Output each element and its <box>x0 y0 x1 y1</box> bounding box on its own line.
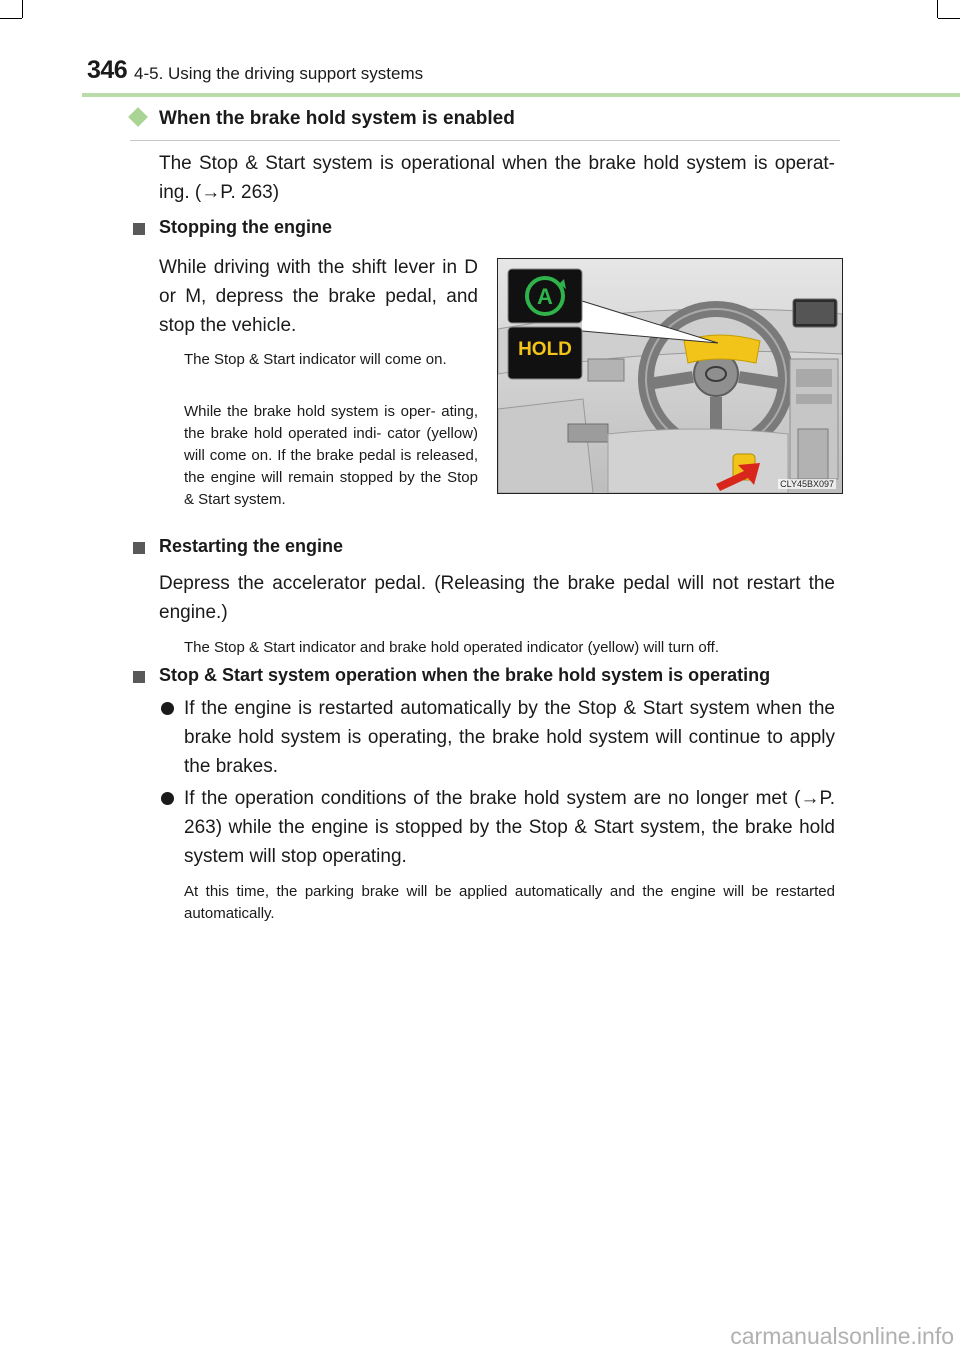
header-rule <box>82 93 960 97</box>
stopping-heading: Stopping the engine <box>159 217 332 237</box>
stopping-note-2: While the brake hold system is oper- ating, the brake hold operated indi- cator (yellow) will come on. If the brake pedal is released, the engine will remain stopped by the Stop & Start system. <box>184 403 478 508</box>
crop-mark <box>938 18 960 19</box>
square-bullet-icon <box>133 542 145 554</box>
diamond-bullet-icon <box>128 107 148 127</box>
operation-bullet-2: If the operation conditions of the brake hold system are no longer met (→P. 263) while the engine is stopped by the Stop & Start system, the brake hold system will stop operating. <box>184 788 835 867</box>
operation-heading: Stop & Start system operation when the brake hold system is operating <box>159 665 771 685</box>
round-bullet-icon <box>161 702 174 715</box>
round-bullet-icon <box>161 792 174 805</box>
restarting-heading: Restarting the engine <box>159 536 344 556</box>
intro-paragraph: The Stop & Start system is operational when the brake hold system is operat- ing. (→P. 263) <box>159 153 835 203</box>
crop-mark <box>937 0 938 18</box>
square-bullet-icon <box>133 223 145 235</box>
operation-bullet-1: If the engine is restarted automatically by the Stop & Start system when the brake hold system is operating, the brake hold system will continue to apply the brakes. <box>184 698 835 777</box>
svg-text:A: A <box>537 284 553 309</box>
restarting-note: The Stop & Start indicator and brake hold operated indicator (yellow) will turn off. <box>184 639 720 656</box>
square-bullet-icon <box>133 671 145 683</box>
crop-mark <box>22 0 23 18</box>
dashboard-drawing <box>498 259 842 493</box>
operation-note: At this time, the parking brake will be applied automatically and the engine will be restarted automatically. <box>184 883 835 922</box>
figure-code: CLY45BX097 <box>780 479 834 489</box>
page-number: 346 <box>87 56 128 84</box>
watermark: carmanualsonline.info <box>730 1323 954 1349</box>
subsection-rule <box>130 140 840 141</box>
stopping-note-1: The Stop & Start indicator will come on. <box>184 351 447 368</box>
stopping-paragraph: While driving with the shift lever in D or M, depress the brake pedal, and stop the vehicle. <box>159 257 478 336</box>
hold-indicator-label: HOLD <box>518 339 572 360</box>
section-title: 4-5. Using the driving support systems <box>134 64 424 83</box>
restarting-paragraph: Depress the accelerator pedal. (Releasing the brake pedal will not restart the engine.) <box>159 573 835 623</box>
crop-mark <box>0 18 22 19</box>
dashboard-illustration <box>497 258 843 494</box>
subsection-heading: When the brake hold system is enabled <box>159 108 515 129</box>
